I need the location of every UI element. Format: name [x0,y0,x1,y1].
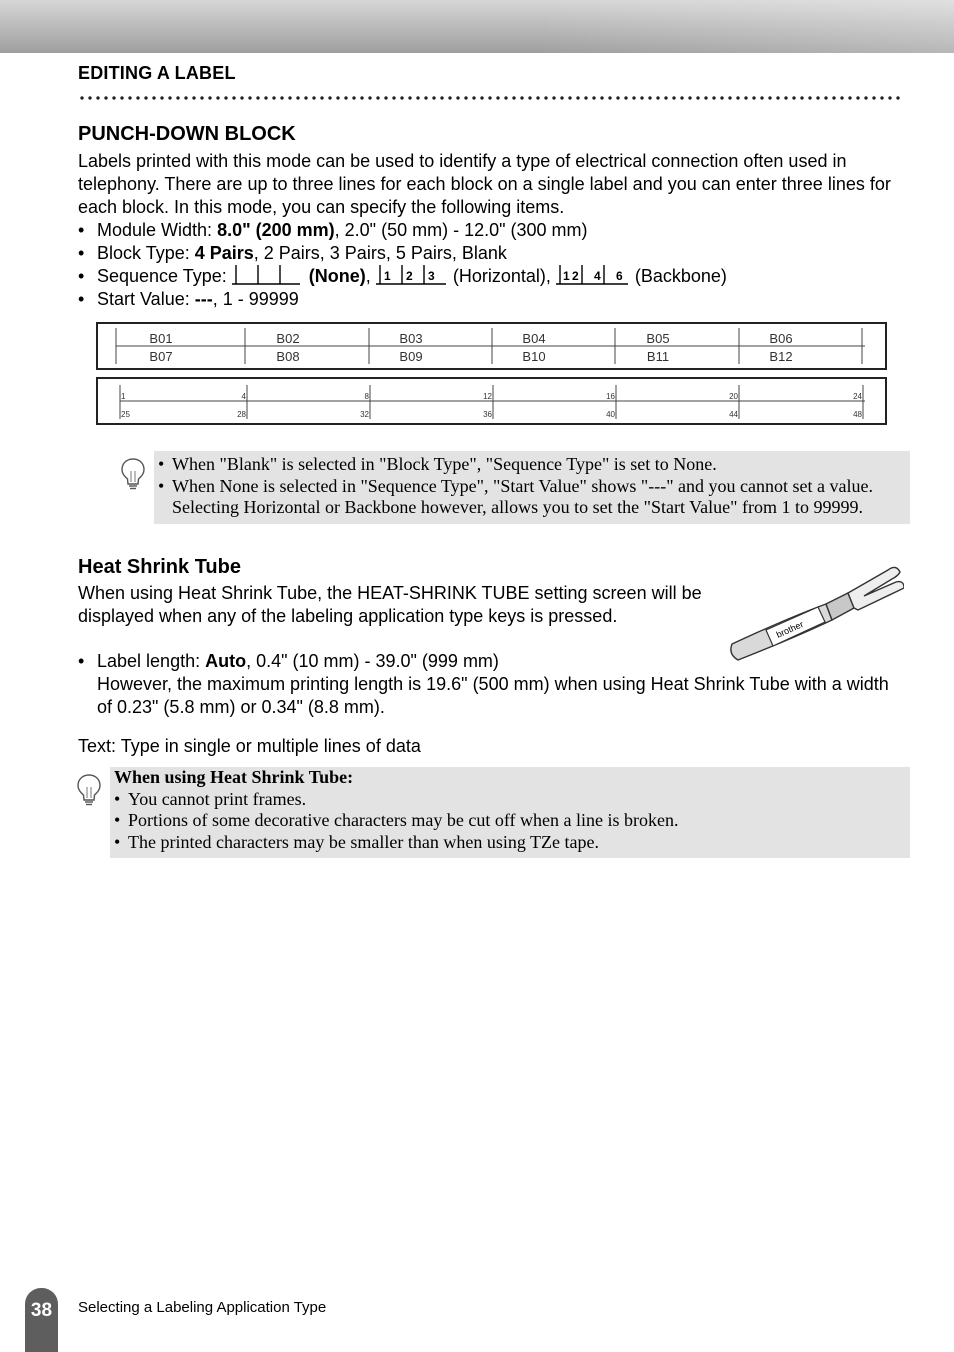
pair-number: 20 [729,392,738,401]
dotted-divider [78,95,902,101]
sample-label-numbers [96,377,887,425]
block-label: B01 [149,331,173,346]
text-line: Text: Type in single or multiple lines of data [78,736,421,756]
pair-number: 44 [729,410,738,419]
start-value-item: • Start Value: ---, 1 - 99999 [78,288,727,311]
block-type-item: • Block Type: 4 Pairs, 2 Pairs, 3 Pairs, 5 Pairs, Blank [78,242,727,265]
block-label: B09 [399,349,423,364]
block-label: B11 [646,349,670,364]
pair-number: 32 [360,410,369,419]
punch-down-intro: Labels printed with this mode can be used to identify a type of electrical connection often used in telephony. There are up to three lines for each block on a single label and you can enter three lines for each block. In this mode, you can specify the following items. [78,151,891,217]
block-label: B06 [769,331,793,346]
sequence-backbone-icon [556,265,630,285]
h-digit: 1 [383,269,391,283]
block-label: B12 [769,349,793,364]
note-item: • The printed characters may be smaller than when using TZe tape. [114,832,906,854]
note-title: When using Heat Shrink Tube: [114,767,354,787]
footer-text: Selecting a Labeling Application Type [78,1299,327,1316]
heat-shrink-tube-illustration [728,558,904,664]
tube-brand-text: brother [774,619,805,640]
b-digit: 4 [593,269,601,283]
heat-shrink-options [78,650,897,719]
pair-number: 24 [853,392,862,401]
sample-label-blocks-svg [98,324,885,368]
lightbulb-icon [120,457,146,491]
lightbulb-icon [76,773,102,807]
block-label: B03 [399,331,423,346]
top-banner [0,0,954,53]
sample-label-blocks [96,322,887,370]
b-digit: 1 [562,269,570,283]
note-item: • You cannot print frames. [114,789,906,811]
sequence-none-icon [232,265,304,285]
max-length-note: However, the maximum printing length is 19.6" (500 mm) when using Heat Shrink Tube with a width of 0.23" (5.8 mm) or 0.34" (8.8 mm). [97,674,889,717]
pair-number: 25 [121,410,130,419]
block-label: B05 [646,331,670,346]
pair-number: 16 [606,392,615,401]
pair-number: 36 [483,410,492,419]
b-digit: 6 [615,269,623,283]
sequence-horizontal-icon [376,265,448,285]
pair-number: 8 [364,392,369,401]
sequence-type-item: • Sequence Type: (None), 1 2 3 (Horizontal), 1 2 4 6 (Backbone) [78,265,727,288]
note-box-blank [154,451,910,524]
block-label: B08 [276,349,300,364]
note-box-heat-shrink [110,767,910,858]
heat-shrink-intro: When using Heat Shrink Tube, the HEAT-SHRINK TUBE setting screen will be displayed when any of the labeling application type keys is pressed. [78,583,702,626]
note-item: • When None is selected in "Sequence Type", "Start Value" shows "---" and you cannot set a value. Selecting Horizontal or Backbone however, allows you to set the "Start Value" from 1 to 99999. [158,476,906,519]
pair-number: 40 [606,410,615,419]
pair-number: 48 [853,410,862,419]
block-label: B02 [276,331,300,346]
note-item: • When "Blank" is selected in "Block Type", "Sequence Type" is set to None. [158,454,906,476]
pair-number: 1 [121,392,126,401]
punch-down-title: PUNCH-DOWN BLOCK [78,123,296,145]
pair-number: 4 [241,392,246,401]
section-header: EDITING A LABEL [78,63,236,83]
pair-number: 28 [237,410,246,419]
label-length-item: • Label length: Auto, 0.4" (10 mm) - 39.0" (999 mm) [78,650,897,673]
page-number: 38 [25,1288,58,1352]
punch-down-options [78,219,727,311]
heat-shrink-title: Heat Shrink Tube [78,556,241,578]
sample-label-numbers-svg [98,379,885,423]
block-label: B04 [522,331,546,346]
note-item: • Portions of some decorative characters may be cut off when a line is broken. [114,810,906,832]
b-digit: 2 [571,269,579,283]
pair-number: 12 [483,392,492,401]
block-label: B10 [522,349,546,364]
block-label: B07 [149,349,173,364]
module-width-item: • Module Width: 8.0" (200 mm), 2.0" (50 mm) - 12.0" (300 mm) [78,219,727,242]
h-digit: 3 [427,269,435,283]
h-digit: 2 [405,269,413,283]
